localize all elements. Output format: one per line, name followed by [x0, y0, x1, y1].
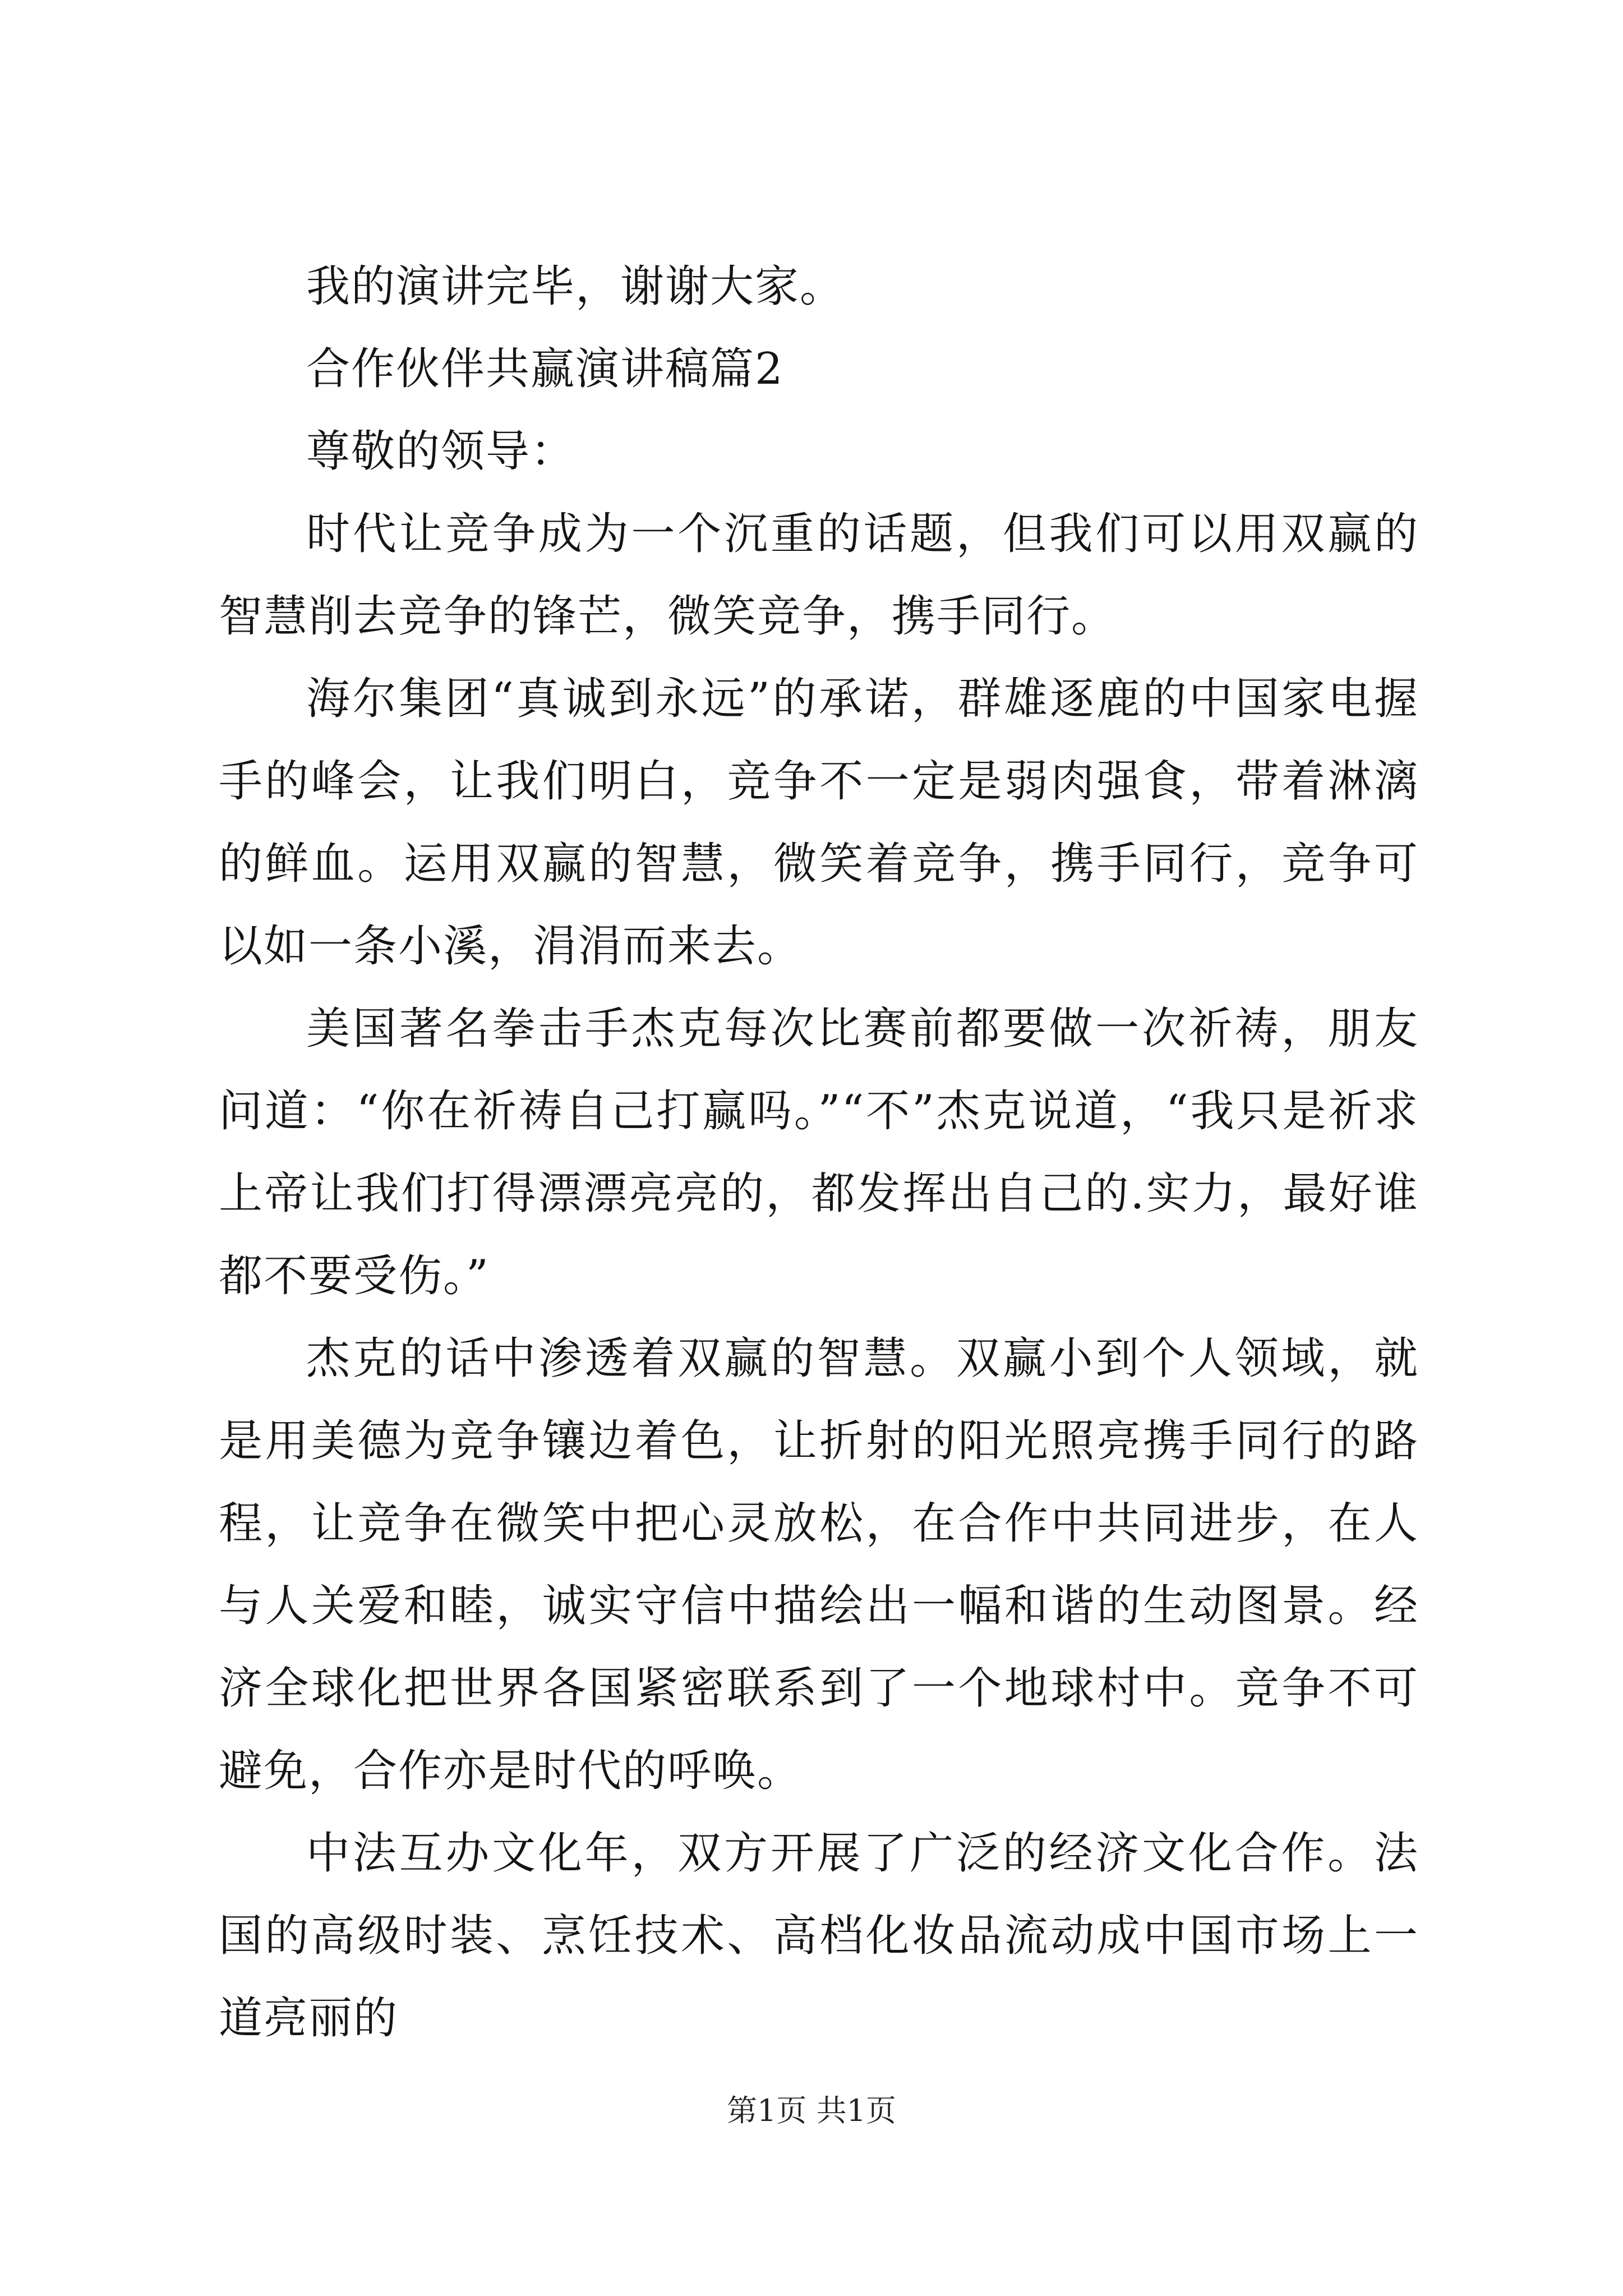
paragraph-closing: 我的演讲完毕，谢谢大家。: [306, 261, 845, 312]
paragraph-intro: 时代让竞争成为一个沉重的话题，但我们可以用双赢的智慧削去竞争的锋芒，微笑竞争，携手同行。: [219, 509, 1419, 642]
paragraph-haier: 海尔集团“真诚到永远”的承诺，群雄逐鹿的中国家电握手的峰会，让我们明白，竞争不一定是弱肉强食，带着淋漓的鲜血。运用双赢的智慧，微笑着竞争，携手同行，竞争可以如一条小溪，涓涓而来去。: [219, 674, 1419, 972]
document-body: [219, 246, 1419, 2060]
paragraph-win-win: 杰克的话中渗透着双赢的智慧。双赢小到个人领域，就是用美德为竞争镶边着色，让折射的阳光照亮携手同行的路程，让竞争在微笑中把心灵放松，在合作中共同进步，在人与人关爱和睦，诚实守信中描绘出一幅和谐的生动图景。经济全球化把世界各国紧密联系到了一个地球村中。竞争不可避免，合作亦是时代的呼唤。: [219, 1333, 1419, 1796]
paragraph-sino-french: 中法互办文化年，双方开展了广泛的经济文化合作。法国的高级时装、烹饪技术、高档化妆品流动成中国市场上一道亮丽的: [219, 1828, 1419, 2044]
section-heading: 合作伙伴共赢演讲稿篇2: [306, 344, 784, 394]
page-number-footer: 第1页 共1页: [727, 2093, 896, 2128]
paragraph-salutation: 尊敬的领导：: [306, 426, 576, 477]
paragraph-jack-prayer: 美国著名拳击手杰克每次比赛前都要做一次祈祷，朋友问道：“你在祈祷自己打赢吗。”“不”杰克说道，“我只是祈求上帝让我们打得漂漂亮亮的，都发挥出自己的.实力，最好谁都不要受伤。”: [219, 1004, 1419, 1301]
